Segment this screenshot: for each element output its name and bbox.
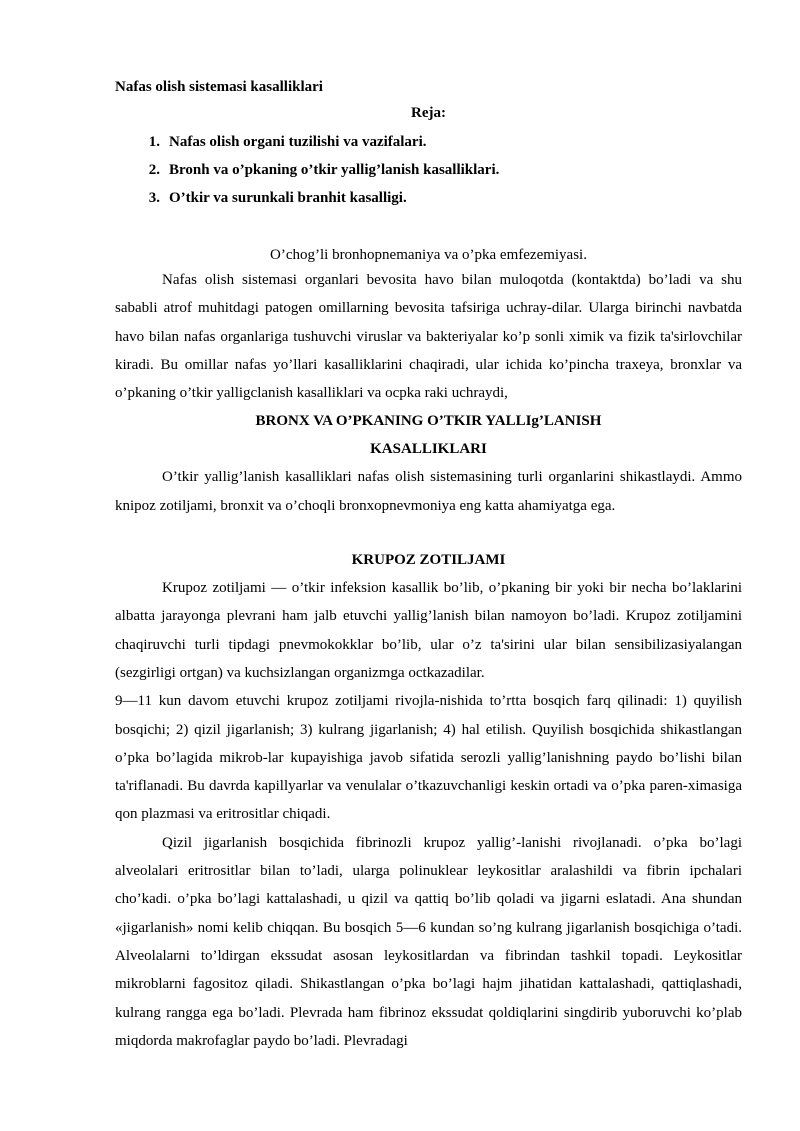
spacer (115, 520, 742, 546)
section-paragraph: Qizil jigarlanish bosqichida fibrinozli krupoz yallig’-lanishi rivojlanadi. o’pka bo’lagi alveolalari eritrositlar bilan to’ladi, ularga polinuklear leykositlar aralashildi va fibrin ipchalari cho’kadi. o’pka bo’lagi kattalashadi, u qizil va qattiq bo’lib qoladi va jigarni eslatadi. Ana shundan «jigarlanish» nomi kelib chiqqan. Bu bosqich 5—6 kundan so’ng kulrang jigarlanish bosqichiga o’tadi. Alveolalarni to’ldirgan ekssudat asosan leykositlardan va fibrindan tashkil topadi. Leykositlar mikroblarni fagositoz qiladi. Shikastlangan o’pka bo’lagi hajm jihatidan kattalashadi, qattiqlashadi, kulrang rangga ega bo’ladi. Plevrada ham fibrinoz ekssudat qoldiqlarini singdirib yuboruvchi ko’plab miqdorda makrofaglar paydo bo’ladi. Plevradagi (115, 834, 742, 1049)
section-paragraph: Krupoz zotiljami — o’tkir infeksion kasallik bo’lib, o’pkaning bir yoki bir necha bo’laklarini albatta jarayonga plevrani ham jalb etuvchi yallig’lanish bilan namoyon bo’ladi. Krupoz zotiljamini chaqiruvchi turli tipdagi pnevmokokklar bo’lib, ular o’z ta'sirini ular bilan sensibilizasiyalangan (sezgirligi ortgan) va kuchsizlangan organizmga octkazadilar. (115, 580, 742, 681)
section-paragraph: 9—11 kun davom etuvchi krupoz zotiljami rivojla-nishida to’rtta bosqich farq qilinadi: 1) quyilish bosqichi; 2) qizil jigarlanish; 3) kulrang jigarlanish; 4) hal etilish. Quyilish bosqichida shikastlangan o’pka bo’lagida mikrob-lar kupayishiga javob sifatida serozli yallig’lanishning paydo bo’lishi bilan ta'riflanadi. Bu davrda kapillyarlar va venulalar o’tkazuvchanligi keskin ortadi va o’pka paren-ximasiga qon plazmasi va eritrositlar chiqadi. (115, 693, 742, 823)
section-heading: KRUPOZ ZOTILJAMI (351, 552, 506, 569)
section-paragraph: O’tkir yallig’lanish kasalliklari nafas olish sistemasining turli organlarini shikastlaydi. Ammo knipoz zotiljami, bronxit va o’choqli bronxopnevmoniya eng katta ahamiyatga ega. (115, 469, 742, 514)
plan-item-number: 2. (148, 162, 160, 178)
plan-item-text: O’tkir va surunkali branhit kasalligi. (169, 190, 407, 206)
document-title: Nafas olish sistemasi kasalliklari (115, 79, 323, 95)
plan-item-number: 1. (148, 134, 160, 150)
plan-list (115, 128, 742, 212)
plan-item-text: Bronh va o’pkaning o’tkir yallig’lanish kasalliklari. (169, 162, 500, 178)
plan-item-number: 3. (148, 190, 160, 206)
plan-item (115, 184, 742, 212)
subtitle: O’chog’li bronhopnemaniya va o’pka emfezemiyasi. (270, 247, 587, 263)
plan-item-text: Nafas olish organi tuzilishi va vazifalari. (169, 134, 427, 150)
intro-paragraph: Nafas olish sistemasi organlari bevosita havo bilan muloqotda (kontaktda) bo’ladi va shu sababli atrof muhitdagi patogen omillarning bevosita tafsiriga uchray-dilar. Ularga birinchi navbatda havo bilan nafas organlariga tushuvchi viruslar va bakteriyalar ko’p sonli ximik va fizik ta'sirlovchilar kiradi. Bu omillar nafas yo’llari kasalliklarini chaqiradi, ular ichida ko’pincha traxeya, bronxlar va o’pkaning o’tkir yalligclanish kasalliklari va ocpka raki uchraydi, (115, 272, 742, 402)
plan-item (115, 128, 742, 156)
section-heading: BRONX VA O’PKANING O’TKIR YALLIg’LANISH (255, 413, 602, 430)
plan-title: Reja: (411, 105, 446, 121)
section-heading-continued: KASALLIKLARI (370, 441, 487, 458)
document-page (115, 76, 742, 1055)
plan-item (115, 156, 742, 184)
